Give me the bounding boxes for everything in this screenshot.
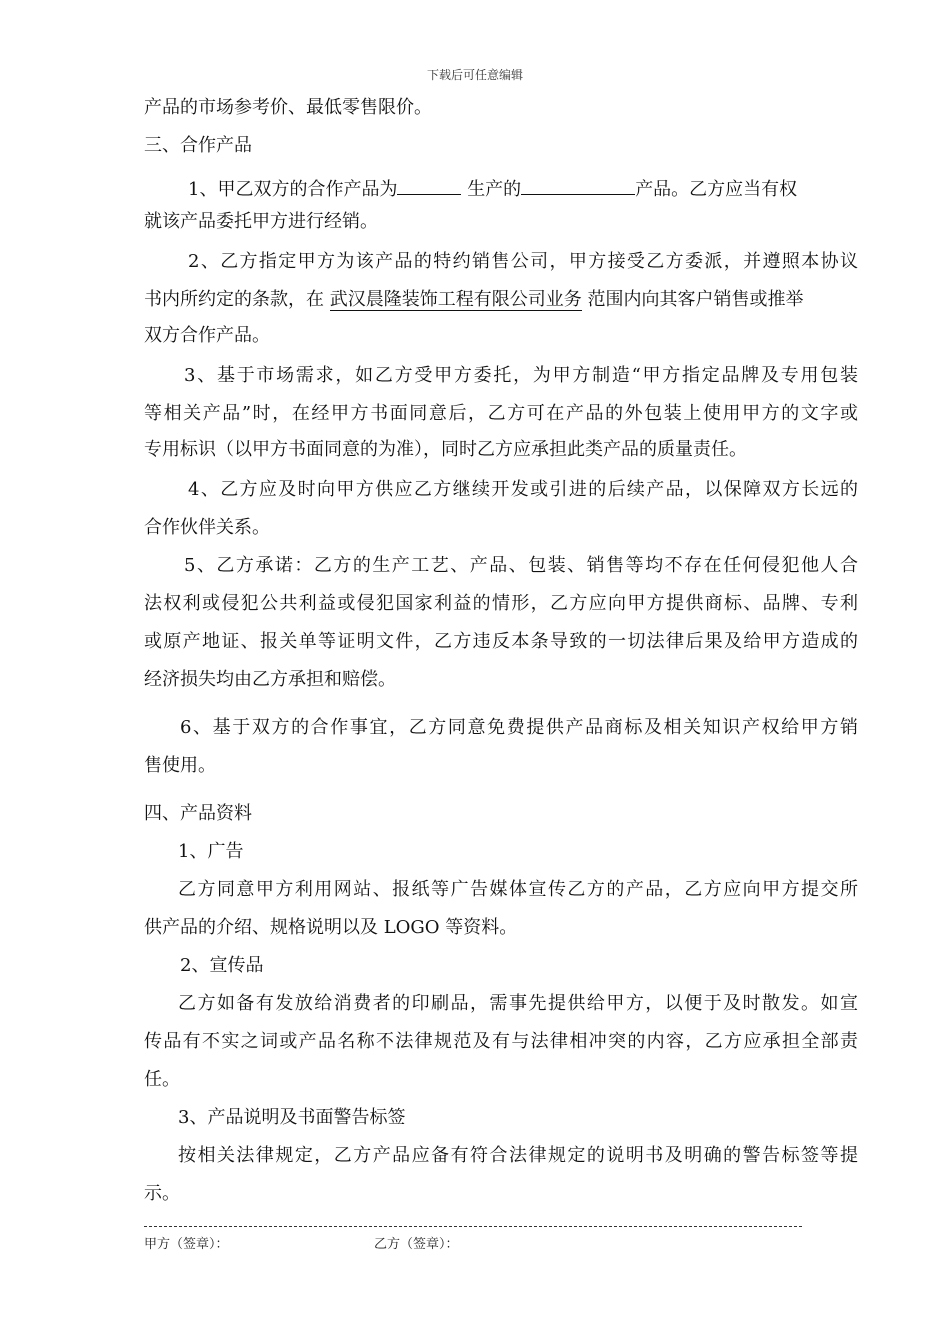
text-line: 就该产品委托甲方进行经销。 (144, 211, 378, 232)
section-heading-3: 三、合作产品 (144, 135, 252, 156)
section-heading-4: 四、产品资料 (144, 803, 252, 824)
footer-divider (144, 1226, 802, 1227)
text-line: 双方合作产品。 (144, 325, 270, 346)
text-line: 或原产地证、报关单等证明文件，乙方违反本条导致的一切法律后果及给甲方造成的 (144, 631, 858, 652)
text-line: 乙方同意甲方利用网站、报纸等广告媒体宣传乙方的产品，乙方应向甲方提交所 (178, 879, 858, 900)
subheading-promo: 2、宣传品 (180, 955, 264, 976)
text-line: 等相关产品”时，在经甲方书面同意后，乙方可在产品的外包装上使用甲方的文字或 (144, 403, 858, 424)
text-line: 乙方如备有发放给消费者的印刷品，需事先提供给甲方，以便于及时散发。如宣 (178, 993, 858, 1014)
text-run: 生产的 (467, 179, 522, 200)
clause-3-2-line (144, 288, 858, 312)
text-line: 5、乙方承诺：乙方的生产工艺、产品、包装、销售等均不存在任何侵犯他人合 (184, 555, 858, 576)
text-line: 专用标识（以甲方书面同意的为准），同时乙方应承担此类产品的质量责任。 (144, 439, 747, 460)
text-line: 售使用。 (144, 755, 216, 776)
text-line: 2、乙方指定甲方为该产品的特约销售公司，甲方接受乙方委派，并遵照本协议 (188, 251, 858, 272)
text-run: 产品。乙方应当有权 (635, 179, 798, 200)
text-line: 法权利或侵犯公共利益或侵犯国家利益的情形，乙方应向甲方提供商标、品牌、专利 (144, 593, 858, 614)
text-line: 示。 (144, 1183, 180, 1204)
clause-3-1-line (188, 174, 858, 202)
company-name: 武汉晨隆装饰工程有限公司业务 (329, 289, 582, 310)
text-run: 1、甲乙双方的合作产品为 (188, 179, 398, 200)
text-run: 书内所约定的条款，在 (144, 289, 324, 310)
text-line: 供产品的介绍、规格说明以及 LOGO 等资料。 (144, 917, 518, 938)
text-line: 经济损失均由乙方承担和赔偿。 (144, 669, 396, 690)
text-run: 范围内向其客户销售或推举 (587, 289, 804, 310)
party-a-signature: 甲方（签章）： (144, 1237, 229, 1252)
subheading-ad: 1、广告 (178, 841, 244, 862)
blank-line (521, 174, 635, 195)
blank-line (397, 174, 461, 195)
text-line: 4、乙方应及时向甲方供应乙方继续开发或引进的后续产品，以保障双方长远的 (188, 479, 858, 500)
subheading-label: 3、产品说明及书面警告标签 (178, 1107, 406, 1128)
page-header: 下载后可任意编辑 (426, 68, 523, 82)
text-line: 传品有不实之词或产品名称不法律规范及有与法律相冲突的内容，乙方应承担全部责 (144, 1031, 858, 1052)
text-line: 3、基于市场需求，如乙方受甲方委托，为甲方制造“甲方指定品牌及专用包装 (184, 365, 858, 386)
text-line: 6、基于双方的合作事宜，乙方同意免费提供产品商标及相关知识产权给甲方销 (180, 717, 858, 738)
text-line: 合作伙伴关系。 (144, 517, 270, 538)
text-line: 产品的市场参考价、最低零售限价。 (144, 97, 432, 118)
party-b-signature: 乙方（签章）： (374, 1237, 459, 1252)
text-line: 按相关法律规定，乙方产品应备有符合法律规定的说明书及明确的警告标签等提 (178, 1145, 858, 1166)
text-line: 任。 (144, 1069, 180, 1090)
